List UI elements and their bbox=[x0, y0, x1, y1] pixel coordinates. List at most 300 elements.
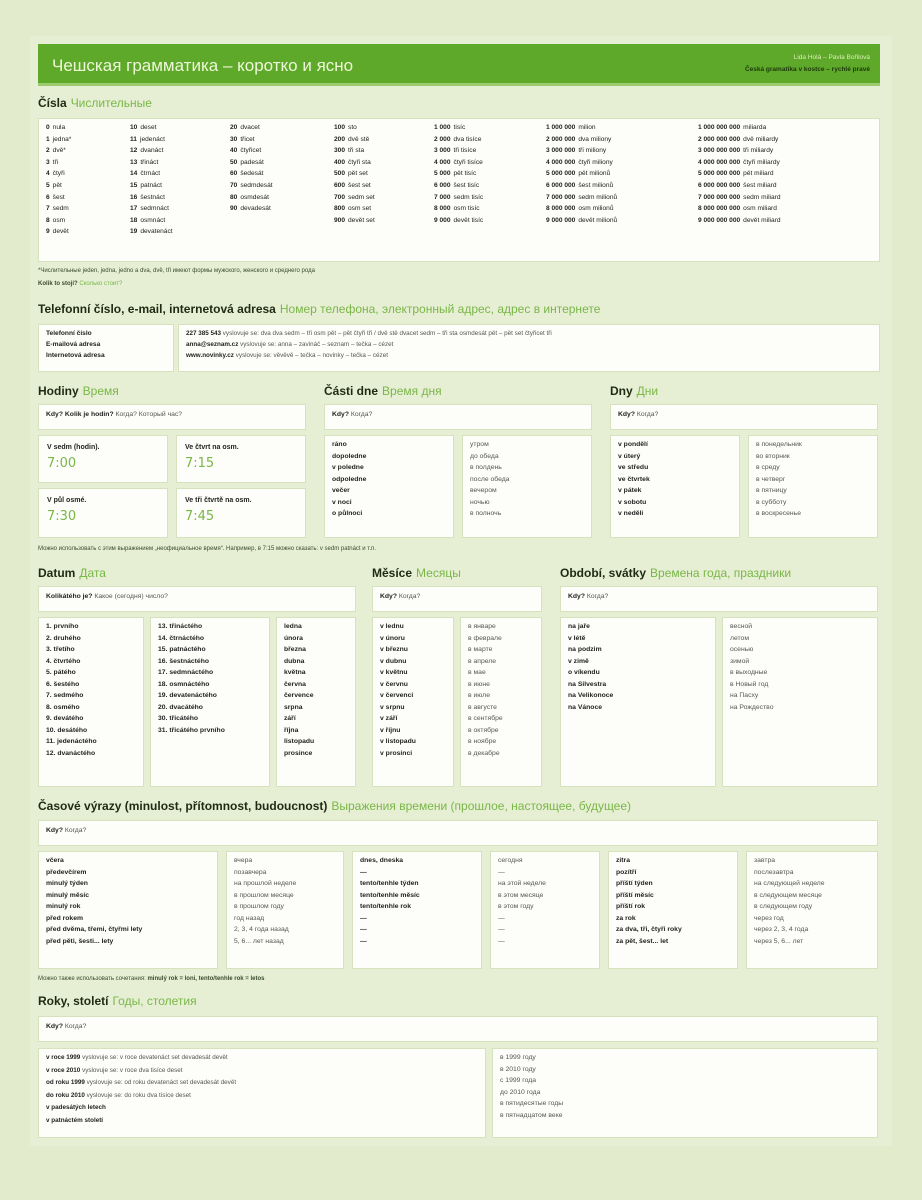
time-label: V sedm (hodin). bbox=[47, 444, 100, 451]
list-item: dnes, dneska bbox=[360, 857, 404, 864]
year-item: od roku 1999 vyslovuje se: od roku devatenáct set devadesát devět bbox=[46, 1079, 237, 1086]
days-question bbox=[610, 404, 878, 430]
list-item: в субботу bbox=[756, 498, 787, 506]
number-item: 0 nula bbox=[46, 124, 66, 131]
list-item: září bbox=[284, 715, 296, 722]
list-item: 2, 3, 4 года назад bbox=[234, 926, 289, 933]
contact-labels bbox=[46, 330, 166, 363]
number-item: 2 000 dva tisíce bbox=[434, 135, 482, 143]
past-cz-panel bbox=[38, 851, 218, 969]
list-item: listopadu bbox=[284, 738, 315, 745]
numbers-footnote: *Числительные jeden, jedna, jedno a dva, dvě, tři имеют формы мужского, женского и среднего рода bbox=[38, 268, 315, 274]
list-item: pozítří bbox=[616, 868, 637, 876]
future-cz-list bbox=[616, 857, 730, 949]
section-title-seasons bbox=[560, 566, 791, 582]
title-ru: Годы, столетия bbox=[112, 994, 197, 1008]
years-ru-panel bbox=[492, 1048, 878, 1138]
number-item: 40 čtyřicet bbox=[230, 147, 262, 155]
list-item: в феврале bbox=[468, 634, 502, 642]
list-item: — bbox=[498, 914, 505, 922]
list-item: на Рождество bbox=[730, 703, 774, 711]
section-title-date bbox=[38, 566, 106, 582]
list-item: ve středu bbox=[618, 464, 649, 471]
list-item: v lednu bbox=[380, 623, 404, 630]
question-cz: Kdy? bbox=[568, 593, 585, 600]
list-item: o víkendu bbox=[568, 669, 600, 676]
future-ru-list bbox=[754, 857, 870, 949]
number-item: 11 jedenáct bbox=[130, 135, 165, 143]
date-month-genitive bbox=[284, 623, 348, 761]
list-item: tento/tenhle týden bbox=[360, 880, 419, 887]
list-item: в прошлом году bbox=[234, 903, 284, 910]
year-item: v padesátých letech bbox=[46, 1104, 106, 1111]
year-item: v roce 1999 vyslovuje se: v roce devatenáct set devadesát devět bbox=[46, 1054, 228, 1061]
list-item: v zimě bbox=[568, 657, 589, 665]
list-item: год назад bbox=[234, 914, 265, 922]
numbers-column bbox=[546, 124, 698, 240]
year-item: v patnáctém století bbox=[46, 1116, 104, 1124]
list-item: в сентябре bbox=[468, 715, 503, 722]
date-ordinals-1-12 bbox=[46, 623, 136, 761]
question-cz: Kdy? bbox=[46, 1023, 63, 1030]
number-item: 60 šedesát bbox=[230, 170, 264, 178]
note-text: Можно также использовать сочетания: bbox=[38, 976, 146, 982]
section-title-days bbox=[610, 384, 658, 400]
time-cell-730 bbox=[38, 488, 168, 538]
contact-value: www.novinky.cz vyslovuje se: věvěvě – tečka – novinky – tečka – cézet bbox=[186, 352, 388, 359]
number-item: 300 tři sta bbox=[334, 147, 365, 155]
title-ru: Время bbox=[82, 384, 119, 398]
numbers-panel bbox=[38, 118, 880, 262]
list-item: — bbox=[498, 926, 505, 933]
number-item: 5 000 pět tisíc bbox=[434, 170, 477, 178]
number-item: 2 000 000 dva miliony bbox=[546, 135, 612, 143]
number-item: 400 čtyři sta bbox=[334, 158, 371, 166]
time-label: Ve čtvrt na osm. bbox=[185, 444, 239, 451]
list-item: в 1999 году bbox=[500, 1054, 536, 1061]
number-item: 15 patnáct bbox=[130, 181, 162, 189]
list-item: в декабре bbox=[468, 749, 500, 757]
months-cz-list bbox=[380, 623, 446, 761]
question-ru: Сколько стоит? bbox=[79, 281, 123, 287]
list-item: осенью bbox=[730, 646, 754, 653]
list-item: o půlnoci bbox=[332, 510, 363, 517]
future-cz-panel bbox=[608, 851, 738, 969]
time-cell-715 bbox=[176, 435, 306, 483]
number-item: 200 dvě stě bbox=[334, 135, 370, 143]
list-item: v březnu bbox=[380, 646, 408, 653]
list-item: večer bbox=[332, 487, 350, 494]
seasons-cz-panel bbox=[560, 617, 716, 787]
list-item: před rokem bbox=[46, 914, 84, 922]
list-item: zítra bbox=[616, 857, 630, 864]
list-item: 5, 6... лет назад bbox=[234, 937, 284, 945]
list-item: předevčírem bbox=[46, 868, 87, 876]
number-item: 3 000 tři tisíce bbox=[434, 147, 477, 155]
days-cz-list bbox=[618, 441, 732, 522]
list-item: v pondělí bbox=[618, 441, 648, 448]
list-item: — bbox=[498, 868, 505, 876]
list-item: v červnu bbox=[380, 680, 408, 688]
number-item: 8 osm bbox=[46, 216, 66, 224]
list-item: tento/tenhle rok bbox=[360, 903, 411, 910]
number-item: 14 čtrnáct bbox=[130, 170, 161, 178]
title-cz: Části dne bbox=[324, 384, 379, 398]
list-item: через 2, 3, 4 года bbox=[754, 926, 809, 933]
number-item: 19 devatenáct bbox=[130, 228, 173, 236]
list-item: července bbox=[284, 692, 314, 699]
past-ru-panel bbox=[226, 851, 344, 969]
list-item: prosince bbox=[284, 749, 313, 757]
list-item: в августе bbox=[468, 703, 497, 711]
hours-question bbox=[38, 404, 306, 430]
time-value: 7:00 bbox=[47, 456, 77, 472]
number-item: 600 šest set bbox=[334, 181, 371, 189]
numbers-column bbox=[130, 124, 230, 240]
list-item: května bbox=[284, 669, 306, 676]
list-item: příští měsíc bbox=[616, 891, 654, 899]
number-item: 30 třicet bbox=[230, 135, 255, 143]
list-item: března bbox=[284, 646, 306, 653]
list-item: 2. druhého bbox=[46, 634, 81, 642]
question-ru: Когда? bbox=[64, 1023, 87, 1030]
question-ru: Когда? bbox=[64, 827, 87, 834]
present-cz-panel bbox=[352, 851, 482, 969]
list-item: 6. šestého bbox=[46, 680, 80, 688]
number-item: 6 000 šest tisíc bbox=[434, 181, 480, 189]
list-item: v září bbox=[380, 715, 398, 722]
title-cz: Časové výrazy (minulost, přítomnost, budoucnost) bbox=[38, 799, 328, 813]
list-item: v úterý bbox=[618, 452, 641, 460]
list-item: v pátek bbox=[618, 487, 642, 494]
number-item: 7 000 000 000 sedm miliard bbox=[698, 193, 781, 201]
number-item: 6 000 000 000 šest miliard bbox=[698, 181, 777, 189]
years-cz-panel bbox=[38, 1048, 486, 1138]
date-col2-panel bbox=[150, 617, 270, 787]
list-item: — bbox=[498, 937, 505, 945]
number-item: 9 000 000 000 devět miliard bbox=[698, 216, 781, 224]
number-item: 500 pět set bbox=[334, 170, 368, 178]
list-item: послезавтра bbox=[754, 868, 794, 876]
present-ru-panel bbox=[490, 851, 600, 969]
list-item: в июне bbox=[468, 680, 490, 688]
list-item: dubna bbox=[284, 657, 305, 665]
list-item: dopoledne bbox=[332, 452, 367, 460]
number-item: 4 000 000 čtyři miliony bbox=[546, 158, 613, 166]
note-bold: minulý rok = loni, tento/tenhle rok = letos bbox=[147, 976, 265, 982]
months-question bbox=[372, 586, 542, 612]
list-item: 17. sedmnáctého bbox=[158, 669, 214, 676]
date-col1-panel bbox=[38, 617, 144, 787]
contact-labels-panel bbox=[38, 324, 174, 372]
list-item: сегодня bbox=[498, 857, 523, 864]
list-item: вечером bbox=[470, 487, 497, 494]
question-ru: Когда? Который час? bbox=[115, 411, 183, 418]
title-ru: Выражения времени (прошлое, настоящее, будущее) bbox=[331, 799, 632, 813]
list-item: — bbox=[360, 937, 367, 945]
year-item: v roce 2010 vyslovuje se: v roce dva tisíce deset bbox=[46, 1066, 183, 1074]
list-item: minulý rok bbox=[46, 903, 81, 910]
list-item: в следующем году bbox=[754, 903, 813, 910]
seasons-ru-panel bbox=[722, 617, 878, 787]
numbers-column bbox=[46, 124, 130, 240]
number-item: 100 sto bbox=[334, 124, 357, 131]
number-item: 4 000 000 000 čtyři miliardy bbox=[698, 158, 780, 166]
list-item: 5. pátého bbox=[46, 669, 76, 676]
list-item: 30. třicátého bbox=[158, 715, 199, 722]
price-question bbox=[38, 281, 122, 289]
list-item: в этом году bbox=[498, 903, 534, 910]
day-parts-cz-list bbox=[332, 441, 446, 522]
time-expressions-footnote bbox=[38, 976, 264, 984]
list-item: с 1999 года bbox=[500, 1077, 537, 1084]
title-ru: Дата bbox=[79, 566, 106, 580]
list-item: ночью bbox=[470, 498, 490, 506]
number-item: 8 000 000 osm milionů bbox=[546, 205, 614, 213]
list-item: v listopadu bbox=[380, 738, 416, 745]
section-title-hours bbox=[38, 384, 119, 400]
hours-footnote: Можно использовать с этим выражением „неофициальное время“. Например, в 7:15 можно сказать: v sedm patnáct и т.п. bbox=[38, 546, 376, 552]
list-item: v prosinci bbox=[380, 749, 413, 757]
question-cz: Kdy? bbox=[380, 593, 397, 600]
list-item: в понедельник bbox=[756, 441, 802, 448]
list-item: в марте bbox=[468, 646, 493, 653]
list-item: na jaře bbox=[568, 623, 590, 630]
number-item: 16 šestnáct bbox=[130, 193, 165, 201]
list-item: srpna bbox=[284, 703, 303, 711]
list-item: 8. osmého bbox=[46, 703, 80, 711]
list-item: minulý měsíc bbox=[46, 891, 90, 899]
number-item: 70 sedmdesát bbox=[230, 181, 273, 189]
number-item: 5 000 000 000 pět miliard bbox=[698, 170, 774, 178]
list-item: za pět, šest... let bbox=[616, 937, 669, 945]
list-item: v srpnu bbox=[380, 703, 405, 711]
day-parts-ru-panel bbox=[462, 435, 592, 538]
list-item: 20. dvacátého bbox=[158, 703, 203, 711]
number-item: 3 000 000 tři miliony bbox=[546, 147, 607, 155]
list-item: minulý týden bbox=[46, 880, 88, 887]
numbers-column bbox=[434, 124, 546, 240]
future-ru-panel bbox=[746, 851, 878, 969]
list-item: Telefonní číslo bbox=[46, 330, 92, 337]
question-cz: Kdy? bbox=[46, 827, 63, 834]
list-item: в пятницу bbox=[756, 487, 787, 494]
years-ru-list bbox=[500, 1054, 870, 1123]
number-item: 18 osmnáct bbox=[130, 216, 166, 224]
number-item: 1 jedna* bbox=[46, 135, 72, 143]
title-cz: Dny bbox=[610, 384, 633, 398]
number-item: 2 dvě* bbox=[46, 147, 66, 155]
list-item: včera bbox=[46, 857, 64, 864]
days-ru-panel bbox=[748, 435, 878, 538]
number-item: 10 deset bbox=[130, 124, 157, 131]
list-item: 15. patnáctého bbox=[158, 646, 206, 653]
list-item: во вторник bbox=[756, 452, 790, 460]
list-item: через 5, 6... лет bbox=[754, 937, 804, 945]
title-cz: Roky, století bbox=[38, 994, 109, 1008]
section-title-time-expressions bbox=[38, 799, 631, 815]
list-item: E-mailová adresa bbox=[46, 341, 101, 348]
title-cz: Datum bbox=[38, 566, 76, 580]
list-item: в воскресенье bbox=[756, 510, 801, 517]
authors: Lida Holá – Pavla Bořilová bbox=[793, 54, 870, 61]
list-item: 3. třetího bbox=[46, 646, 75, 653]
list-item: v červenci bbox=[380, 692, 414, 699]
title-cz: Měsíce bbox=[372, 566, 413, 580]
list-item: завтра bbox=[754, 857, 776, 864]
date-question bbox=[38, 586, 356, 612]
title-ru: Дни bbox=[636, 384, 659, 398]
list-item: ráno bbox=[332, 441, 347, 448]
number-item: 2 000 000 000 dvě miliardy bbox=[698, 135, 779, 143]
list-item: зимой bbox=[730, 657, 750, 665]
number-item: 700 sedm set bbox=[334, 193, 375, 201]
list-item: до обеда bbox=[470, 452, 499, 460]
list-item: na Silvestra bbox=[568, 680, 607, 688]
year-item: do roku 2010 vyslovuje se: do roku dva tisíce deset bbox=[46, 1091, 191, 1099]
past-ru-list bbox=[234, 857, 336, 949]
list-item: в полдень bbox=[470, 464, 502, 471]
question-cz: Kdy? Kolik je hodin? bbox=[46, 411, 114, 418]
days-cz-panel bbox=[610, 435, 740, 538]
number-item: 9 devět bbox=[46, 228, 69, 236]
number-item: 12 dvanáct bbox=[130, 147, 164, 155]
list-item: v únoru bbox=[380, 634, 405, 642]
list-item: v noci bbox=[332, 498, 352, 506]
months-ru-panel bbox=[460, 617, 542, 787]
list-item: ledna bbox=[284, 623, 302, 630]
list-item: 31. třicátého prvního bbox=[158, 726, 225, 734]
list-item: odpoledne bbox=[332, 475, 367, 483]
numbers-column bbox=[698, 124, 868, 240]
list-item: в пятидесятые годы bbox=[500, 1100, 564, 1107]
list-item: до 2010 года bbox=[500, 1088, 541, 1096]
list-item: — bbox=[360, 926, 367, 933]
list-item: října bbox=[284, 726, 299, 734]
list-item: za rok bbox=[616, 914, 636, 922]
list-item: v květnu bbox=[380, 669, 408, 676]
list-item: 11. jedenáctého bbox=[46, 738, 97, 745]
time-value: 7:30 bbox=[47, 509, 77, 525]
number-item: 8 000 000 000 osm miliard bbox=[698, 205, 777, 213]
list-item: 10. desátého bbox=[46, 726, 88, 734]
number-item: 1 000 000 milion bbox=[546, 124, 596, 131]
list-item: в прошлом месяце bbox=[234, 891, 294, 899]
list-item: 16. šestnáctého bbox=[158, 657, 209, 665]
list-item: 12. dvanáctého bbox=[46, 749, 96, 757]
number-item: 80 osmdesát bbox=[230, 193, 269, 201]
list-item: в пятнадцатом веке bbox=[500, 1111, 563, 1119]
list-item: вчера bbox=[234, 857, 253, 864]
number-item: 5 000 000 pět milionů bbox=[546, 170, 611, 178]
list-item: Internetová adresa bbox=[46, 352, 105, 359]
list-item: v poledne bbox=[332, 464, 364, 471]
list-item: ve čtvrtek bbox=[618, 475, 650, 483]
number-item: 1 000 tisíc bbox=[434, 124, 466, 131]
list-item: na podzim bbox=[568, 646, 602, 653]
list-item: před pěti, šesti... lety bbox=[46, 937, 114, 945]
time-cell-745 bbox=[176, 488, 306, 538]
list-item: 19. devatenáctého bbox=[158, 692, 217, 699]
contact-value: anna@seznam.cz vyslovuje se: anna – zavináč – seznam – tečka – cézet bbox=[186, 341, 394, 348]
date-ordinals-13-31 bbox=[158, 623, 262, 738]
list-item: весной bbox=[730, 623, 753, 630]
numbers-column bbox=[334, 124, 434, 240]
numbers-column bbox=[230, 124, 334, 240]
list-item: v létě bbox=[568, 634, 586, 642]
number-item: 7 000 000 sedm milionů bbox=[546, 193, 618, 201]
list-item: za dva, tři, čtyři roky bbox=[616, 926, 682, 933]
list-item: через год bbox=[754, 914, 784, 922]
list-item: 18. osmnáctého bbox=[158, 680, 210, 688]
title-ru: Время дня bbox=[382, 384, 442, 398]
question-ru: Какое (сегодня) число? bbox=[94, 593, 168, 600]
number-item: 20 dvacet bbox=[230, 124, 260, 131]
question-ru: Когда? bbox=[398, 593, 421, 600]
past-cz-list bbox=[46, 857, 210, 949]
list-item: в 2010 году bbox=[500, 1065, 536, 1073]
contact-values bbox=[186, 330, 872, 363]
list-item: в этом месяце bbox=[498, 891, 544, 899]
question-cz: Kolik to stojí? bbox=[38, 281, 78, 287]
number-item: 4 000 čtyři tisíce bbox=[434, 158, 483, 166]
list-item: утром bbox=[470, 441, 489, 448]
list-item: в среду bbox=[756, 464, 780, 471]
list-item: в мае bbox=[468, 669, 486, 676]
time-value: 7:15 bbox=[185, 456, 215, 472]
list-item: позавчера bbox=[234, 868, 267, 876]
number-item: 9 000 devět tisíc bbox=[434, 216, 484, 224]
list-item: в июле bbox=[468, 692, 490, 699]
number-item: 5 pět bbox=[46, 181, 62, 189]
question-ru: Когда? bbox=[636, 411, 659, 418]
title-ru: Времена года, праздники bbox=[650, 566, 792, 580]
list-item: v sobotu bbox=[618, 498, 647, 506]
title-cz: Telefonní číslo, e-mail, internetová adresa bbox=[38, 302, 276, 316]
title-ru: Числительные bbox=[70, 96, 152, 110]
time-expressions-question bbox=[38, 820, 878, 846]
number-item: 3 000 000 000 tři miliardy bbox=[698, 147, 774, 155]
number-item: 7 sedm bbox=[46, 205, 69, 213]
list-item: на этой неделе bbox=[498, 880, 546, 887]
number-item: 8 000 osm tisíc bbox=[434, 205, 480, 213]
list-item: 9. devátého bbox=[46, 715, 84, 722]
number-item: 6 šest bbox=[46, 193, 65, 201]
list-item: v neděli bbox=[618, 510, 644, 517]
seasons-ru-list bbox=[730, 623, 870, 715]
list-item: на Пасху bbox=[730, 692, 759, 699]
list-item: příští týden bbox=[616, 880, 653, 887]
list-item: 13. třináctého bbox=[158, 623, 203, 630]
question-cz: Kolikátého je? bbox=[46, 593, 93, 600]
page-title: Чешская грамматика – коротко и ясно bbox=[52, 56, 354, 75]
list-item: v říjnu bbox=[380, 726, 401, 734]
list-item: в следующем месяце bbox=[754, 891, 822, 899]
section-title-day-parts bbox=[324, 384, 442, 400]
months-ru-list bbox=[468, 623, 534, 761]
years-cz-list bbox=[46, 1054, 478, 1129]
numbers-columns bbox=[46, 124, 872, 240]
number-item: 800 osm set bbox=[334, 205, 372, 213]
title-ru: Номер телефона, электронный адрес, адрес в интернете bbox=[279, 302, 601, 316]
list-item: в четверг bbox=[756, 475, 786, 483]
list-item: — bbox=[360, 914, 367, 922]
number-item: 13 třináct bbox=[130, 158, 159, 166]
time-label: Ve tři čtvrtě na osm. bbox=[185, 497, 252, 504]
number-item: 4 čtyři bbox=[46, 170, 65, 178]
list-item: в ноябре bbox=[468, 738, 497, 745]
contact-value: 227 385 543 vyslovuje se: dva dva sedm – tři osm pět – pět čtyři tři / dvě stě dvacet sedm – tři sta osmdesát pět – pět set čtyřicet tři bbox=[186, 330, 552, 337]
